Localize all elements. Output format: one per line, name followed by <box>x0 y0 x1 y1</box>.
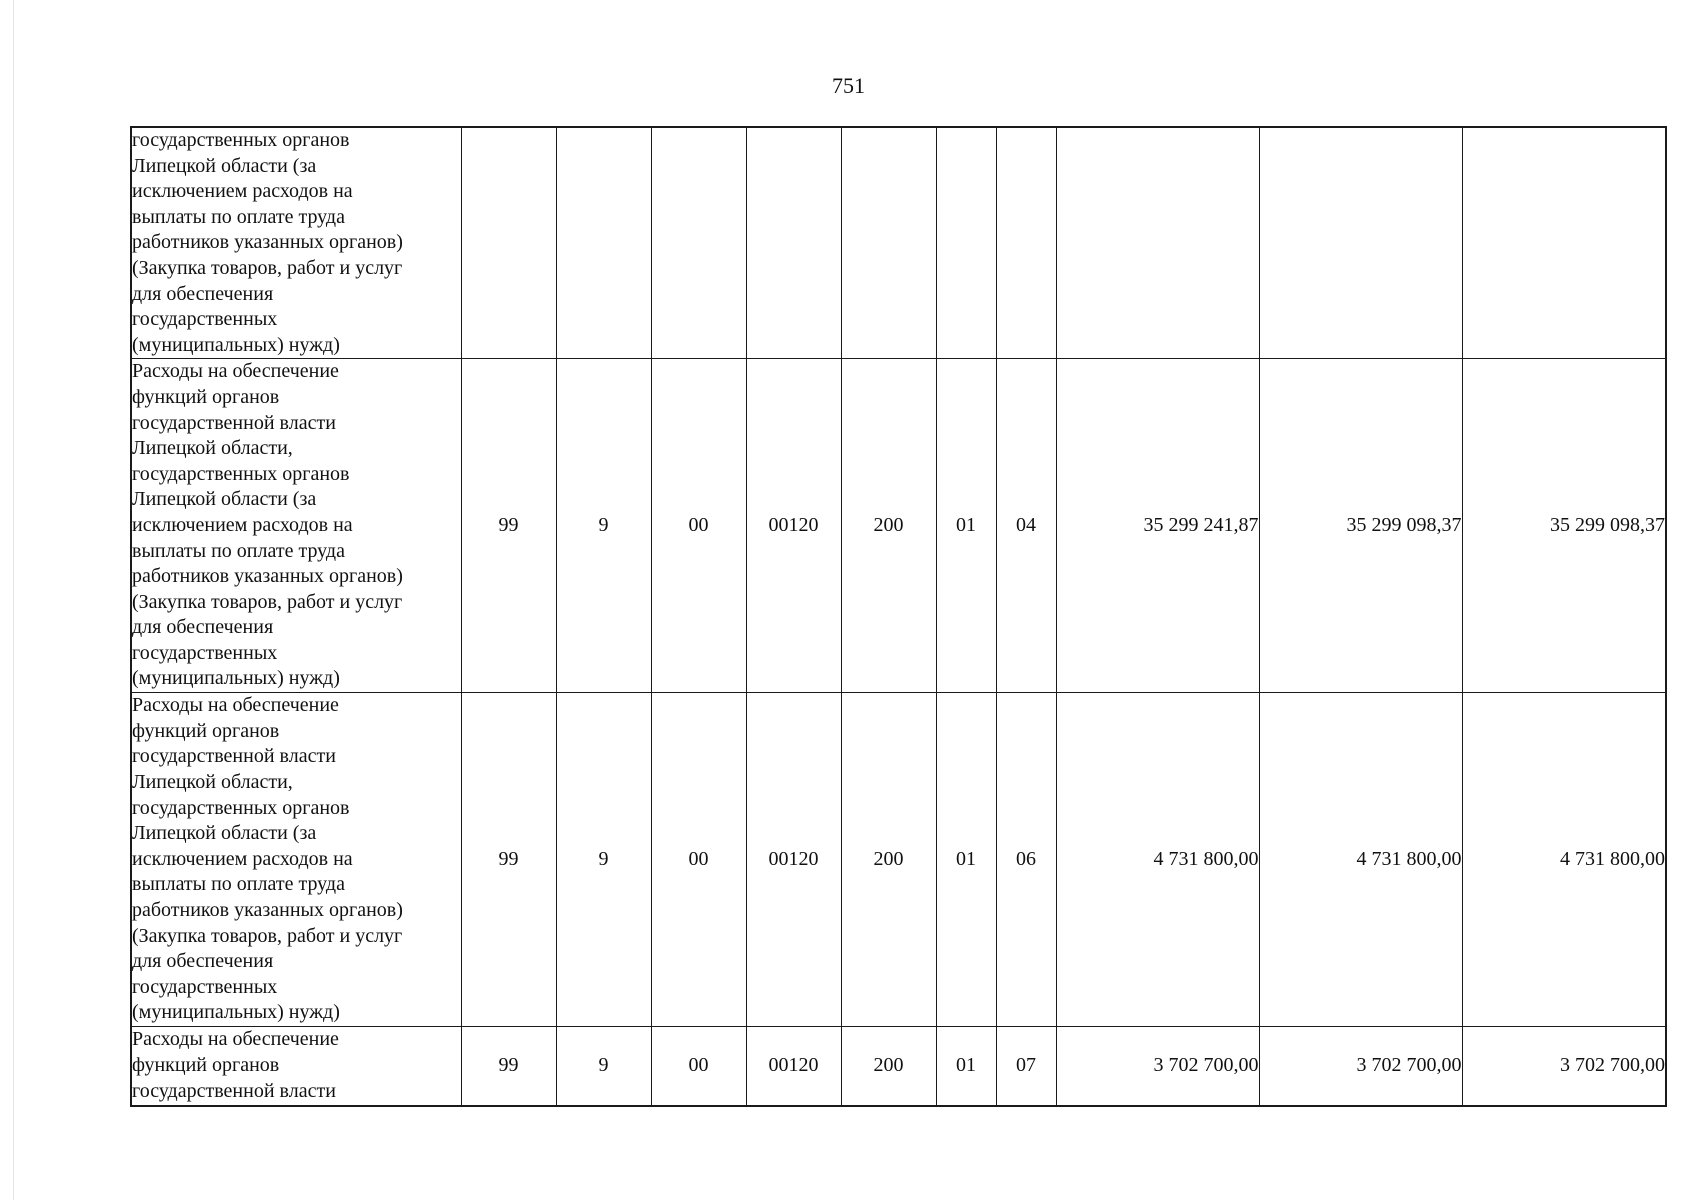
amount-cell: 3 702 700,00 <box>1259 1027 1462 1106</box>
amount-cell: 35 299 098,37 <box>1462 359 1666 693</box>
classification-code-cell: 01 <box>936 1027 996 1106</box>
table-row <box>131 127 1666 359</box>
description-line: выплаты по оплате труда <box>132 873 345 896</box>
amount-cell <box>1259 127 1462 359</box>
classification-code-cell: 00120 <box>746 1027 841 1106</box>
expense-description-cell <box>131 359 461 693</box>
description-line: Расходы на обеспечение <box>132 694 339 717</box>
description-line: для обеспечения <box>132 616 274 639</box>
description-line: исключением расходов на <box>132 180 353 203</box>
description-line: государственных <box>132 975 278 998</box>
description-line: работников указанных органов) <box>132 898 403 921</box>
description-line: исключением расходов на <box>132 513 353 536</box>
classification-code-cell: 01 <box>936 693 996 1027</box>
classification-code-cell: 200 <box>841 359 936 693</box>
description-line: исключением расходов на <box>132 847 353 870</box>
classification-code-cell: 9 <box>556 359 651 693</box>
description-line: (Закупка товаров, работ и услуг <box>132 590 403 613</box>
expense-description-cell <box>131 1027 461 1106</box>
table-row <box>131 693 1666 1027</box>
classification-code-cell: 00 <box>651 359 746 693</box>
table-row <box>131 359 1666 693</box>
classification-code-cell <box>936 127 996 359</box>
amount-cell: 3 702 700,00 <box>1056 1027 1259 1106</box>
description-line: для обеспечения <box>132 282 274 305</box>
description-line: государственной власти <box>132 745 336 768</box>
classification-code-cell: 00 <box>651 693 746 1027</box>
description-line: Расходы на обеспечение <box>132 360 339 383</box>
description-line: государственных <box>132 308 278 331</box>
classification-code-cell: 01 <box>936 359 996 693</box>
description-line: государственной власти <box>132 1079 336 1102</box>
description-line: работников указанных органов) <box>132 565 403 588</box>
description-line: функций органов <box>132 719 280 742</box>
description-line: Липецкой области (за <box>132 488 317 511</box>
description-line: государственных органов <box>132 129 350 151</box>
description-line: государственных органов <box>132 796 350 819</box>
amount-cell <box>1056 127 1259 359</box>
budget-table <box>130 126 1667 1107</box>
classification-code-cell: 00120 <box>746 359 841 693</box>
classification-code-cell: 9 <box>556 693 651 1027</box>
description-line: государственной власти <box>132 411 336 434</box>
classification-code-cell: 99 <box>461 359 556 693</box>
amount-cell: 4 731 800,00 <box>1056 693 1259 1027</box>
description-line: (муниципальных) нужд) <box>132 1001 340 1024</box>
description-line: государственных органов <box>132 462 350 485</box>
classification-code-cell: 06 <box>996 693 1056 1027</box>
classification-code-cell: 99 <box>461 1027 556 1106</box>
classification-code-cell <box>461 127 556 359</box>
page-number: 751 <box>832 73 865 98</box>
classification-code-cell <box>651 127 746 359</box>
expense-description-cell <box>131 693 461 1027</box>
description-line: (муниципальных) нужд) <box>132 667 340 690</box>
amount-cell: 3 702 700,00 <box>1462 1027 1666 1106</box>
scan-edge-line <box>13 0 14 1200</box>
amount-cell: 4 731 800,00 <box>1462 693 1666 1027</box>
classification-code-cell: 00120 <box>746 693 841 1027</box>
description-line: (Закупка товаров, работ и услуг <box>132 924 403 947</box>
description-line: государственных <box>132 641 278 664</box>
description-line: для обеспечения <box>132 950 274 973</box>
description-line: (Закупка товаров, работ и услуг <box>132 256 403 279</box>
description-line: Липецкой области (за <box>132 154 317 177</box>
amount-cell: 35 299 098,37 <box>1259 359 1462 693</box>
description-line: Расходы на обеспечение <box>132 1028 339 1051</box>
amount-cell <box>1462 127 1666 359</box>
classification-code-cell: 200 <box>841 693 936 1027</box>
description-line: функций органов <box>132 1054 280 1077</box>
classification-code-cell: 99 <box>461 693 556 1027</box>
amount-cell: 4 731 800,00 <box>1259 693 1462 1027</box>
description-line: выплаты по оплате труда <box>132 539 345 562</box>
classification-code-cell: 200 <box>841 1027 936 1106</box>
description-line: Липецкой области (за <box>132 822 317 845</box>
classification-code-cell: 9 <box>556 1027 651 1106</box>
description-line: (муниципальных) нужд) <box>132 333 340 356</box>
amount-cell: 35 299 241,87 <box>1056 359 1259 693</box>
description-line: функций органов <box>132 385 280 408</box>
description-line: Липецкой области, <box>132 437 293 460</box>
classification-code-cell: 04 <box>996 359 1056 693</box>
classification-code-cell: 00 <box>651 1027 746 1106</box>
description-line: выплаты по оплате труда <box>132 205 345 228</box>
description-line: работников указанных органов) <box>132 231 403 254</box>
classification-code-cell <box>841 127 936 359</box>
classification-code-cell <box>746 127 841 359</box>
description-line: Липецкой области, <box>132 770 293 793</box>
classification-code-cell <box>996 127 1056 359</box>
classification-code-cell: 07 <box>996 1027 1056 1106</box>
expense-description-cell <box>131 127 461 359</box>
table-row <box>131 1027 1666 1106</box>
classification-code-cell <box>556 127 651 359</box>
